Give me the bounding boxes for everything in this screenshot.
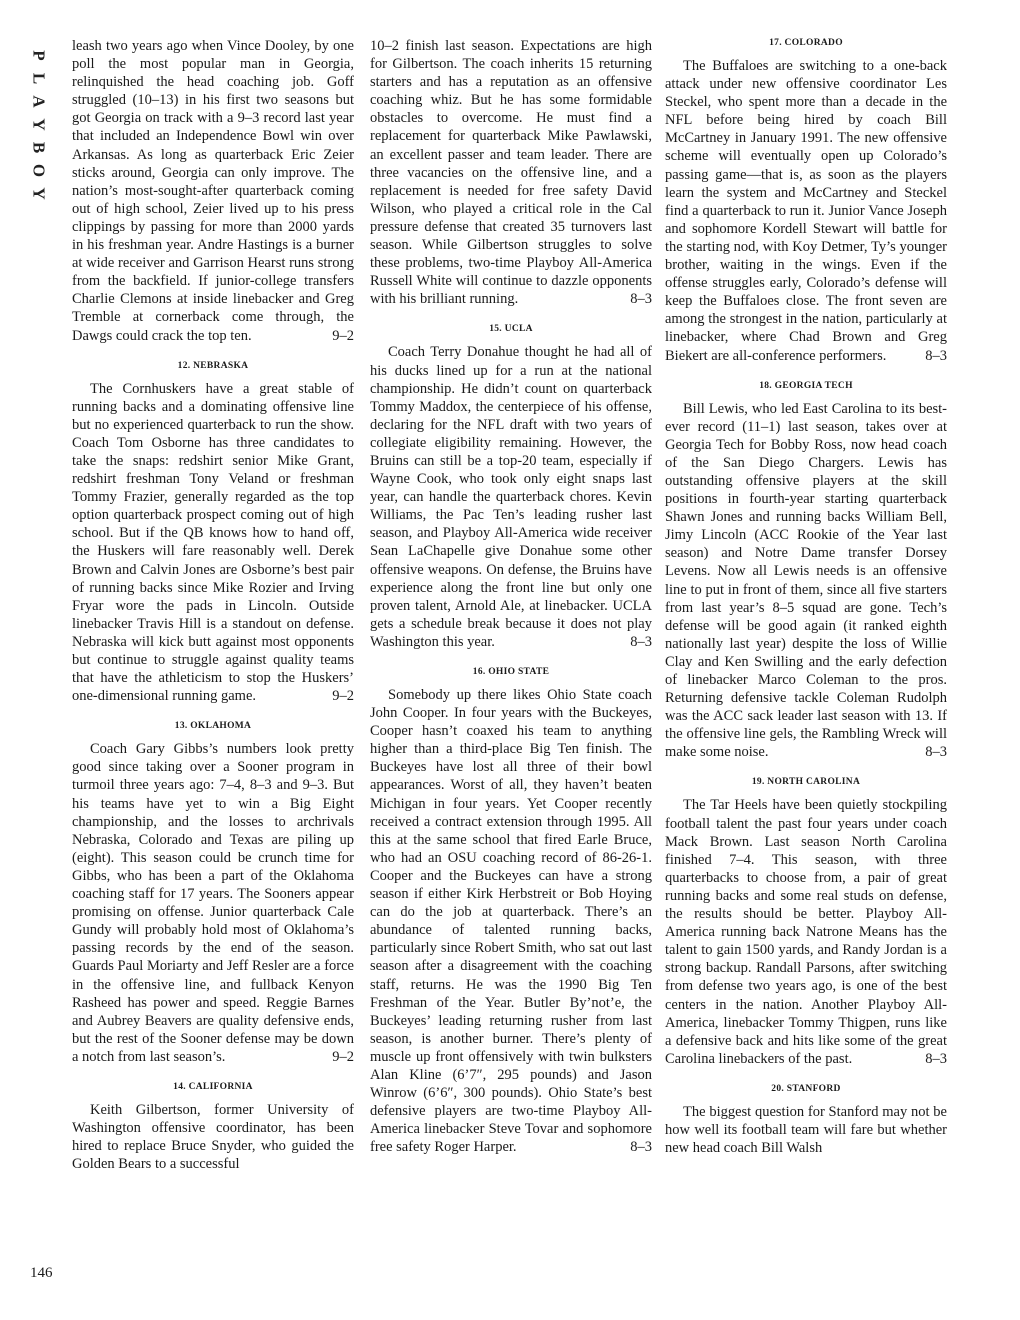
article-paragraph: [665, 796, 947, 1067]
article-paragraph: [370, 343, 652, 651]
paragraph-text: Coach Terry Donahue thought he had all of his ducks lined up for a run at the national championship. He didn’t count on quarterback Tommy Maddox, the centerpiece of his offense, declaring for the NFL draft with two years of collegiate eligibility remaining. However, the Bruins can still be a top-20 team, especially if Wayne Cook, who took only eight snaps last year, can handle the quarterback chores. Kevin Williams, the Pac Ten’s leading rusher last season, and Playboy All-America wide receiver Sean LaChapelle give Donahue some other offensive weapons. On defense, the Bruins have experience along the front line but only one proven talent, Arnold Ale, at linebacker. UCLA gets a schedule break because it does not play Washington this year.: [370, 344, 652, 650]
paragraph-text: Keith Gilbertson, former University of Washington offensive coordinator, has been hired to replace Bruce Snyder, who guided the Golden Bears to a successful: [72, 1101, 354, 1173]
section-heading: 15. UCLA: [489, 324, 533, 335]
page-number: 146: [30, 1265, 53, 1281]
season-prediction: 9–2: [332, 327, 354, 344]
side-title-letter: A: [29, 95, 49, 108]
magazine-side-title: [28, 44, 50, 205]
season-prediction: 8–3: [925, 347, 947, 364]
paragraph-text: leash two years ago when Vince Dooley, by one poll the most popular man in Georgia, relinquished the head coaching job. Goff struggled (10–13) in his first two seasons but got Georgia on track with a 9–3 record last year that included an Independence Bowl win over Arkansas. As long as quarterback Eric Zeier sticks around, Georgia can only improve. The nation’s most-sought-after quarterback coming out of high school, Zeier lived up to his press clippings by passing for more than 2000 yards in his freshman year. Andre Hastings is a burner at wide receiver and Garrison Hearst runs strong from the backfield. If junior-college transfers Charlie Clemons at inside linebacker and Greg Tremble at cornerback come through, the Dawgs could crack the top ten.: [72, 38, 354, 344]
article-paragraph: [665, 400, 947, 762]
section-heading: 18. GEORGIA TECH: [759, 380, 853, 391]
article-paragraph: [72, 740, 354, 1066]
season-prediction: 8–3: [630, 291, 652, 308]
section-heading: 19. NORTH CAROLINA: [751, 777, 861, 788]
text-column-3: [665, 37, 947, 1157]
season-prediction: 9–2: [332, 688, 354, 705]
paragraph-text: The Cornhuskers have a great stable of running backs and a dominating offensive line but no experienced quarterback to run the show. Coach Tom Osborne has three candidates to take the snaps: redshirt senior Mike Grant, redshirt freshman Tony Veland or freshman Tommy Frazier, generally regarded as the top option quarterback prospect coming out of high school. But if the QB knows how to hand off, the Huskers will fare reasonably well. Derek Brown and Calvin Jones are Osborne’s best pair of running backs since Mike Rozier and Irving Fryar wore the pads in Lincoln. Outside linebacker Travis Hill is a standout on defense. Nebraska will kick butt against most opponents but continue to struggle against quality teams that have the athleticism to stop the Huskers’ one-dimensional running game.: [72, 380, 354, 705]
section-heading: 14. CALIFORNIA: [173, 1081, 253, 1092]
side-title-letter: Y: [29, 118, 49, 131]
paragraph-text: 10–2 finish last season. Expectations are high for Gilbertson. The coach inherits 15 returning starters and has a reputation as an offensive coaching whiz. But he has some formidable obstacles to overcome. He must find a replacement for quarterback Mike Pawlawski, an excellent passer and team leader. There are three vacancies on the offensive line, and a replacement is needed for free safety David Wilson, who played a critical role in the Cal pressure defense that created 35 turnovers last season. While Gilbertson struggles to solve these problems, two-time Playboy All-America Russell White will continue to dazzle opponents with his brilliant running.: [370, 38, 652, 308]
article-paragraph: [72, 37, 354, 345]
paragraph-text: Bill Lewis, who led East Carolina to its best-ever record (11–1) last season, takes over at Georgia Tech for Bobby Ross, now head coach of the San Diego Chargers. Lewis has outstanding offensive players at the skill positions in fourth-year starting quarterback Shawn Jones and running backs William Bell, Jimy Lincoln (ACC Rookie of the Year last season) and Notre Dame transfer Dorsey Levens. Now all Lewis needs is an offensive line to put in front of them, since all five starters from last year’s 8–5 squad are gone. Tech’s defense will be good again (it ranked eighth nationally last year) despite the loss of Willie Clay and Ken Swilling and the early defection of linebacker Marco Coleman to the pros. Returning defensive tackle Coleman Rudolph was the ACC sack leader last season with 13. If the offensive line gels, the Rambling Wreck will make some noise.: [665, 400, 947, 761]
season-prediction: 8–3: [630, 1139, 652, 1156]
article-paragraph: [72, 380, 354, 706]
section-heading: 12. NEBRASKA: [177, 360, 249, 371]
season-prediction: 8–3: [925, 1050, 947, 1067]
paragraph-text: Coach Gary Gibbs’s numbers look pretty good since taking over a Sooner program in turmoil three years ago: 7–4, 8–3 and 9–3. But his teams have yet to win a Big Eight championship, and the losses to archrivals Nebraska, Colorado and Texas are piling up (eight). This season could be crunch time for Gibbs, who has been a part of the Oklahoma coaching staff for 17 years. The Sooners appear promising on offense. Junior quarterback Cale Gundy will probably hold most of Oklahoma’s passing records by the end of the season. Guards Paul Moriarty and Jeff Resler are a force in the offensive line, and fullback Kenyon Rasheed has power and speed. Reggie Barnes and Aubrey Beavers are quality defensive ends, but the rest of the Sooner defense may be down a notch from last season’s.: [72, 741, 354, 1065]
paragraph-text: The biggest question for Stanford may not be how well its football team will fare but whether new head coach Bill Walsh: [665, 1103, 947, 1157]
article-paragraph: [370, 37, 652, 308]
text-column-1: [72, 37, 354, 1173]
season-prediction: 8–3: [925, 744, 947, 761]
side-title-letter: O: [29, 163, 49, 178]
side-title-letter: L: [29, 72, 49, 85]
article-paragraph: [665, 1103, 947, 1157]
section-heading: 13. OKLAHOMA: [174, 721, 252, 732]
side-title-letter: B: [29, 141, 49, 154]
article-paragraph: [72, 1101, 354, 1173]
section-heading: 16. OHIO STATE: [472, 667, 550, 677]
article-paragraph: [665, 57, 947, 365]
season-prediction: 8–3: [630, 633, 652, 650]
paragraph-text: Somebody up there likes Ohio State coach John Cooper. In four years with the Buckeyes, Cooper hasn’t coaxed his team to anything higher than a third-place Big Ten finish. The Buckeyes have lost all three of their bowl appearances. Worst of all, they haven’t beaten Michigan in four years. Yet Cooper recently received a contract extension through 1995. All this at the same school that fired Earle Bruce, who had an OSU coaching record of 86-26-1. Cooper and the Buckeyes can have a strong season if either Kirk Herbstreit or Bob Hoying can do the job at quarterback. There’s an abundance of talented running backs, particularly since Robert Smith, who sat out last season after a disagreement with the coaching staff, returns. He was the 1990 Big Ten Freshman of the Year. Butler By’not’e, the Buckeyes’ leading returning rusher from last season, is another burner. There’s plenty of muscle up front offensively with twin bulksters Alan Kline (6’7″, 295 pounds) and Jason Winrow (6’6″, 300 pounds). Ohio State’s best defensive players are two-time Playboy All-America linebacker Steve Tovar and sophomore free safety Roger Harper.: [370, 687, 652, 1156]
season-prediction: 9–2: [332, 1048, 354, 1065]
section-heading: 20. STANFORD: [771, 1083, 841, 1094]
section-heading: 17. COLORADO: [769, 38, 843, 48]
text-column-2: [370, 37, 652, 1156]
paragraph-text: The Buffaloes are switching to a one-back attack under new offensive coordinator Les Steckel, who spent more than a decade in the NFL before being hired by coach Bill McCartney in January 1991. The new offensive scheme will eventually open up Colorado’s passing game—that is, as soon as the players learn the system and McCartney and Steckel find a quarterback to run it. Junior Vance Joseph and sophomore Kordell Stewart will battle for the starting nod, with Koy Detmer, Ty’s younger brother, waiting in the wings. Even if the offense struggles early, Colorado’s defense will keep the Buffaloes close. The front seven are among the strongest in the nation, particularly at linebacker, where Chad Brown and Greg Biekert are all-conference performers.: [665, 58, 947, 364]
side-title-letter: Y: [29, 187, 49, 200]
side-title-letter: P: [29, 50, 49, 61]
article-paragraph: [370, 686, 652, 1156]
paragraph-text: The Tar Heels have been quietly stockpiling football talent the past four years under coach Mack Brown. Last season North Carolina finished 7–4. This season, with three quarterbacks to choose from, a pair of great running backs and some real studs on defense, the results should be better. Playboy All-America running back Natrone Means has the talent to gain 1500 yards, and Randy Jordan is a strong backup. Randall Parsons, after switching from defense two years ago, is one of the best centers in the nation. Another Playboy All-America, linebacker Tommy Thigpen, runs like a defensive back and hits like some of the great Carolina linebackers of the past.: [665, 797, 947, 1067]
